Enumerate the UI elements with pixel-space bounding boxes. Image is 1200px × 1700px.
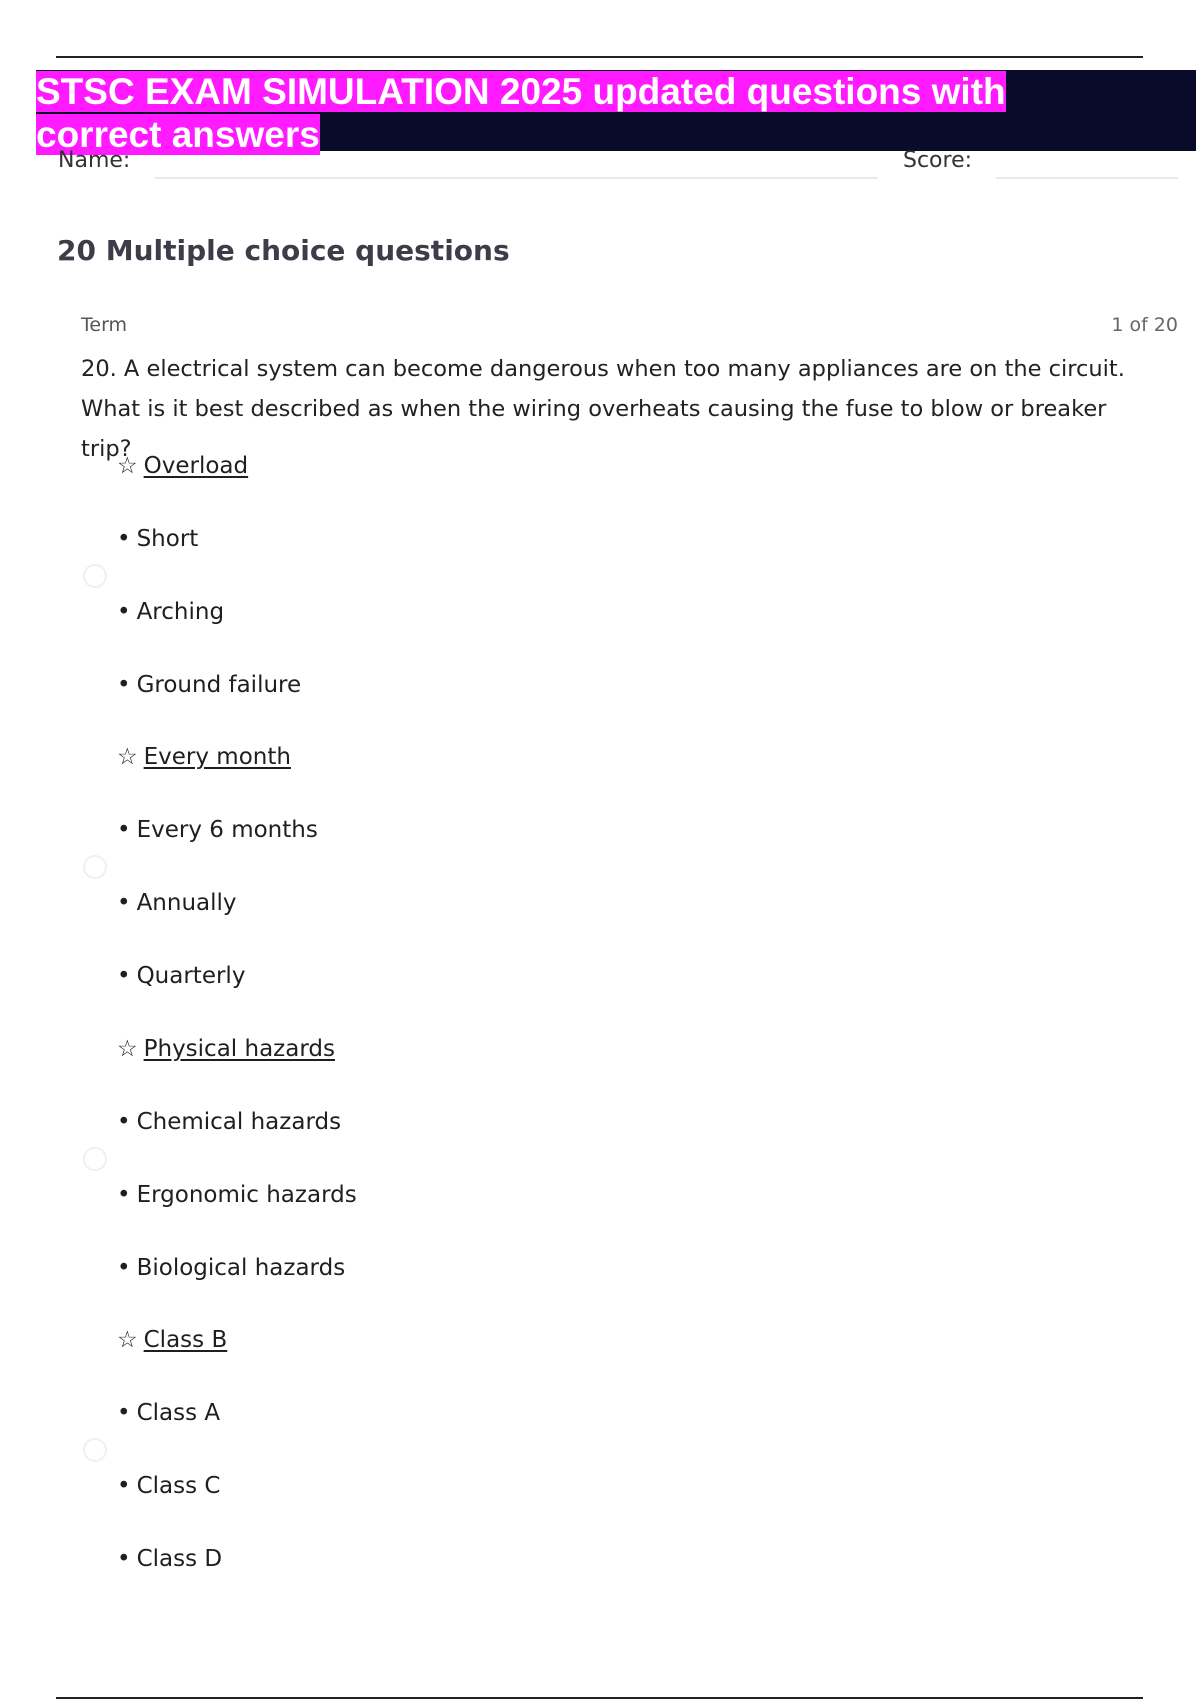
top-rule [56, 56, 1143, 58]
option[interactable] [117, 597, 224, 627]
option-label: Biological hazards [136, 1255, 346, 1281]
option-label: Annually [136, 890, 237, 916]
bullet-icon: • [117, 1473, 131, 1499]
document-title-text: STSC EXAM SIMULATION 2025 updated questions with correct answers [36, 71, 1006, 155]
option-label: Arching [136, 599, 225, 625]
bullet-icon: • [117, 1546, 131, 1572]
bullet-icon: • [117, 1109, 131, 1135]
bullet-icon: • [117, 1182, 131, 1208]
score-label: Score: [903, 148, 973, 173]
option[interactable] [117, 1544, 222, 1574]
document-title [36, 70, 1126, 156]
option[interactable] [117, 1180, 357, 1210]
option-label: Class D [136, 1546, 223, 1572]
question-counter: 1 of 20 [1111, 314, 1178, 336]
option-correct[interactable] [117, 742, 291, 772]
star-outline-icon: ☆ [117, 1327, 138, 1353]
bullet-icon: • [117, 1255, 131, 1281]
option-label: Ground failure [136, 672, 302, 698]
option[interactable] [117, 1253, 345, 1283]
option-label: Overload [143, 453, 249, 479]
option-label: Every month [143, 744, 291, 770]
term-label: Term [81, 314, 128, 336]
star-outline-icon: ☆ [117, 453, 138, 479]
bullet-icon: • [117, 1400, 131, 1426]
option-label: Chemical hazards [136, 1109, 342, 1135]
option-correct[interactable] [117, 451, 248, 481]
option[interactable] [117, 961, 245, 991]
option-label: Class C [136, 1473, 221, 1499]
option[interactable] [117, 524, 198, 554]
option-label: Class B [143, 1327, 228, 1353]
option-label: Every 6 months [136, 817, 318, 843]
option[interactable] [117, 670, 301, 700]
option-correct[interactable] [117, 1325, 227, 1355]
star-outline-icon: ☆ [117, 744, 138, 770]
option[interactable] [117, 1471, 220, 1501]
option-label: Short [136, 526, 199, 552]
option-label: Class A [136, 1400, 221, 1426]
bullet-icon: • [117, 890, 131, 916]
option-label: Ergonomic hazards [136, 1182, 357, 1208]
radio-circle-icon[interactable] [83, 1438, 107, 1462]
radio-circle-icon[interactable] [83, 1147, 107, 1171]
option-correct[interactable] [117, 1034, 335, 1064]
option[interactable] [117, 1107, 341, 1137]
option-label: Physical hazards [143, 1036, 335, 1062]
option[interactable] [117, 888, 237, 918]
bullet-icon: • [117, 817, 131, 843]
bullet-icon: • [117, 672, 131, 698]
option[interactable] [117, 1398, 220, 1428]
radio-circle-icon[interactable] [83, 855, 107, 879]
bullet-icon: • [117, 526, 131, 552]
bullet-icon: • [117, 599, 131, 625]
name-field-line [155, 177, 878, 179]
star-outline-icon: ☆ [117, 1036, 138, 1062]
section-heading: 20 Multiple choice questions [57, 234, 510, 267]
name-label: Name: [58, 148, 131, 173]
question-text: 20. A electrical system can become dangerous when too many appliances are on the circuit. What is it best described as when the wiring overheats causing the fuse to blow or breaker trip? [81, 356, 1125, 462]
radio-circle-icon[interactable] [83, 564, 107, 588]
bottom-rule [56, 1697, 1143, 1699]
option-label: Quarterly [136, 963, 246, 989]
score-field-line [996, 177, 1178, 179]
bullet-icon: • [117, 963, 131, 989]
option[interactable] [117, 815, 318, 845]
